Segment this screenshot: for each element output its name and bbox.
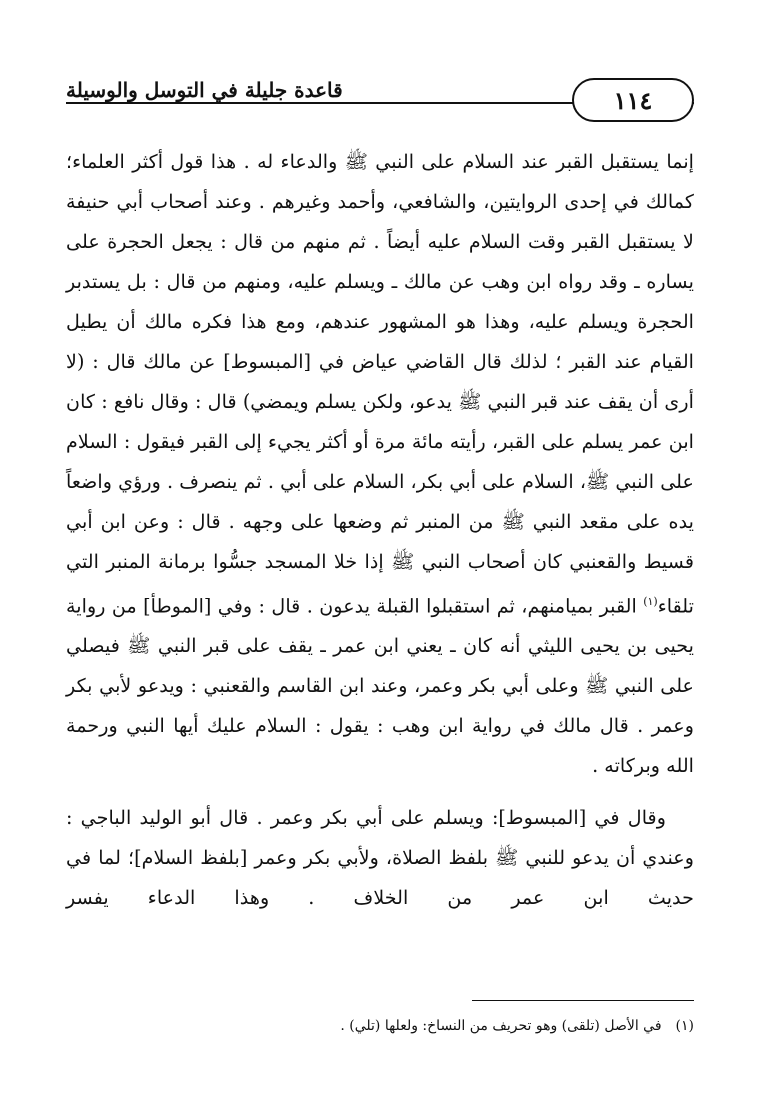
footnote-marker: (١) [675, 1018, 694, 1034]
running-title: قاعدة جليلة في التوسل والوسيلة [66, 78, 343, 102]
page-number: ١١٤ [572, 78, 694, 122]
paragraph [66, 142, 694, 786]
page-header [66, 78, 694, 124]
paragraph-text: إنما يستقبل القبر عند السلام على النبي ﷺ والدعاء له . هذا قول أكثر العلماء؛ كمالك في إحدى الروايتين، والشافعي، وأحمد وغيرهم . وعند أصحاب أبي حنيفة لا يستقبل القبر وقت السلام عليه أيضاً . ثم منهم من قال : يجعل الحجرة على يساره ـ وقد رواه ابن وهب عن مالك ـ ويسلم عليه، ومنهم من قال : بل يستدبر الحجرة ويسلم عليه، وهذا هو المشهور عندهم، ومع هذا فكره مالك أن يطيل القيام عند القبر ؛ لذلك قال القاضي عياض في [المبسوط] عن مالك قال : (لا أرى أن يقف عند قبر النبي ﷺ يدعو، ولكن يسلم ويمضي) قال : وقال نافع : كان ابن عمر يسلم على القبر، رأيته مائة مرة أو أكثر يجيء إلى القبر فيقول : السلام على النبي ﷺ، السلام على أبي بكر، السلام على أبي . ثم ينصرف . ورؤي واضعاً يده على مقعد النبي ﷺ من المنبر ثم وضعها على وجهه . قال : وعن ابن أبي قسيط والقعنبي كان أصحاب النبي ﷺ إذا خلا المسجد جسُّوا برمانة المنبر التي تلقاء [66, 150, 694, 618]
footnote-reference: (١) [643, 595, 658, 608]
body-text [66, 142, 694, 918]
paragraph: وقال في [المبسوط]: ويسلم على أبي بكر وعمر . قال أبو الوليد الباجي : وعندي أن يدعو للنبي ﷺ بلفظ الصلاة، ولأبي بكر وعمر [بلفظ السلام]؛ لما في حديث ابن عمر من الخلاف . وهذا الدعاء يفسر [66, 806, 694, 910]
footnote [340, 1018, 694, 1034]
footnote-text: في الأصل (تلقى) وهو تحريف من النساخ: ولعلها (تلي) . [340, 1018, 662, 1034]
paragraph-text-continued: القبر بميامنهم، ثم استقبلوا القبلة يدعون . قال : وفي [الموطأ] من رواية يحيى بن يحيى الليثي أنه كان ـ يعني ابن عمر ـ يقف على قبر النبي ﷺ فيصلي على النبي ﷺ وعلى أبي بكر وعمر، وعند ابن القاسم والقعنبي : ويدعو لأبي بكر وعمر . قال مالك في رواية ابن وهب : يقول : السلام عليك أيها النبي ورحمة الله وبركاته . [66, 594, 694, 778]
footnote-separator [472, 1000, 694, 1001]
